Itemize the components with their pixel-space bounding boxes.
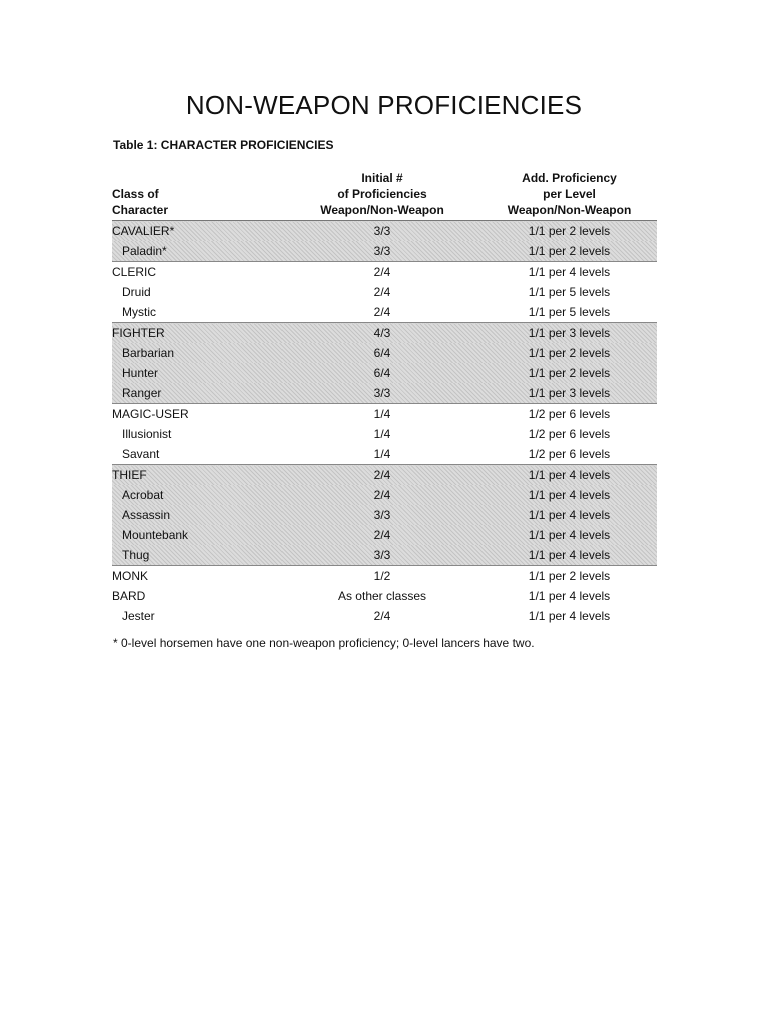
- table-row: [112, 545, 657, 566]
- cell-class: Druid: [122, 285, 151, 299]
- header-class-of-character: [112, 170, 282, 221]
- header-class-line: Class of: [112, 187, 159, 201]
- header-additional-proficiency: [482, 170, 657, 221]
- cell-initial-proficiencies: 4/3: [282, 323, 482, 344]
- cell-class: CLERIC: [112, 265, 157, 279]
- table-row: [112, 404, 657, 425]
- cell-additional-proficiency: 1/1 per 2 levels: [482, 363, 657, 383]
- table-header: [112, 170, 657, 221]
- cell-initial-proficiencies: As other classes: [337, 589, 427, 603]
- table-row: [112, 282, 657, 302]
- header-initial-line: Weapon/Non-Weapon: [320, 203, 444, 217]
- proficiency-table: [112, 170, 657, 626]
- cell-class: Paladin*: [112, 241, 282, 262]
- cell-initial-proficiencies: 3/3: [282, 383, 482, 404]
- cell-class: BARD: [112, 589, 146, 603]
- table-row: [112, 363, 657, 383]
- cell-class: Mystic: [122, 305, 156, 319]
- table-row: [112, 606, 657, 626]
- cell-additional-proficiency: 1/1 per 2 levels: [482, 241, 657, 262]
- cell-additional-proficiency: 1/1 per 2 levels: [528, 569, 611, 583]
- header-add-line: per Level: [543, 187, 596, 201]
- cell-additional-proficiency: 1/1 per 5 levels: [528, 285, 611, 299]
- table-row: [112, 586, 657, 606]
- cell-class: Acrobat: [112, 485, 282, 505]
- cell-additional-proficiency: 1/1 per 4 levels: [482, 465, 657, 486]
- cell-initial-proficiencies: 2/4: [373, 265, 391, 279]
- footnote: * 0-level horsemen have one non-weapon proficiency; 0-level lancers have two.: [113, 636, 535, 650]
- cell-class: MONK: [112, 569, 148, 583]
- cell-initial-proficiencies: 1/2: [373, 569, 391, 583]
- cell-initial-proficiencies: 1/4: [373, 427, 391, 441]
- table-caption: Table 1: CHARACTER PROFICIENCIES: [113, 138, 334, 152]
- header-initial-line: Initial #: [361, 171, 403, 185]
- cell-initial-proficiencies: 6/4: [282, 363, 482, 383]
- cell-additional-proficiency: 1/2 per 6 levels: [528, 427, 611, 441]
- cell-additional-proficiency: 1/1 per 4 levels: [528, 609, 611, 623]
- cell-initial-proficiencies: 2/4: [373, 305, 391, 319]
- cell-class: FIGHTER: [112, 323, 282, 344]
- cell-initial-proficiencies: 2/4: [282, 525, 482, 545]
- page-title: NON-WEAPON PROFICIENCIES: [185, 90, 583, 120]
- cell-additional-proficiency: 1/1 per 4 levels: [528, 589, 611, 603]
- cell-additional-proficiency: 1/1 per 4 levels: [482, 485, 657, 505]
- header-add-line: Add. Proficiency: [522, 171, 617, 185]
- cell-additional-proficiency: 1/1 per 4 levels: [482, 545, 657, 566]
- table-body: [112, 221, 657, 627]
- table-row: [112, 525, 657, 545]
- cell-initial-proficiencies: 3/3: [282, 241, 482, 262]
- table-row: [112, 221, 657, 242]
- cell-class: Thug: [112, 545, 282, 566]
- cell-initial-proficiencies: 1/4: [373, 407, 391, 421]
- cell-initial-proficiencies: 1/4: [373, 447, 391, 461]
- cell-class: Ranger: [112, 383, 282, 404]
- table-row: [112, 343, 657, 363]
- cell-additional-proficiency: 1/1 per 3 levels: [482, 323, 657, 344]
- cell-initial-proficiencies: 3/3: [282, 545, 482, 566]
- cell-class: THIEF: [112, 465, 282, 486]
- cell-class: Assassin: [112, 505, 282, 525]
- cell-initial-proficiencies: 2/4: [282, 485, 482, 505]
- header-add-line: Weapon/Non-Weapon: [507, 203, 632, 217]
- cell-class: Jester: [122, 609, 155, 623]
- table-row: [112, 505, 657, 525]
- table-row: [112, 566, 657, 587]
- cell-initial-proficiencies: 2/4: [282, 465, 482, 486]
- table-row: [112, 424, 657, 444]
- table-row: [112, 485, 657, 505]
- header-initial-proficiencies: [282, 170, 482, 221]
- table-row: [112, 444, 657, 465]
- cell-additional-proficiency: 1/1 per 4 levels: [482, 525, 657, 545]
- cell-class: Mountebank: [112, 525, 282, 545]
- cell-additional-proficiency: 1/2 per 6 levels: [528, 447, 611, 461]
- cell-initial-proficiencies: 6/4: [282, 343, 482, 363]
- table-row: [112, 241, 657, 262]
- cell-class: MAGIC-USER: [112, 407, 189, 421]
- table-row: [112, 302, 657, 323]
- table-row: [112, 465, 657, 486]
- cell-class: Barbarian: [112, 343, 282, 363]
- header-class-line: Character: [112, 203, 169, 217]
- cell-additional-proficiency: 1/1 per 4 levels: [528, 265, 611, 279]
- table-row: [112, 383, 657, 404]
- cell-additional-proficiency: 1/1 per 3 levels: [482, 383, 657, 404]
- cell-class: Hunter: [112, 363, 282, 383]
- cell-class: Illusionist: [122, 427, 172, 441]
- cell-class: CAVALIER*: [112, 221, 282, 242]
- cell-additional-proficiency: 1/2 per 6 levels: [528, 407, 611, 421]
- cell-additional-proficiency: 1/1 per 2 levels: [482, 221, 657, 242]
- cell-initial-proficiencies: 2/4: [373, 609, 391, 623]
- cell-additional-proficiency: 1/1 per 2 levels: [482, 343, 657, 363]
- cell-additional-proficiency: 1/1 per 4 levels: [482, 505, 657, 525]
- cell-initial-proficiencies: 3/3: [282, 505, 482, 525]
- cell-initial-proficiencies: 3/3: [282, 221, 482, 242]
- table-row: [112, 262, 657, 283]
- header-row: [112, 170, 657, 221]
- cell-additional-proficiency: 1/1 per 5 levels: [528, 305, 611, 319]
- table-row: [112, 323, 657, 344]
- cell-class: Savant: [122, 447, 160, 461]
- cell-initial-proficiencies: 2/4: [373, 285, 391, 299]
- header-initial-line: of Proficiencies: [337, 187, 427, 201]
